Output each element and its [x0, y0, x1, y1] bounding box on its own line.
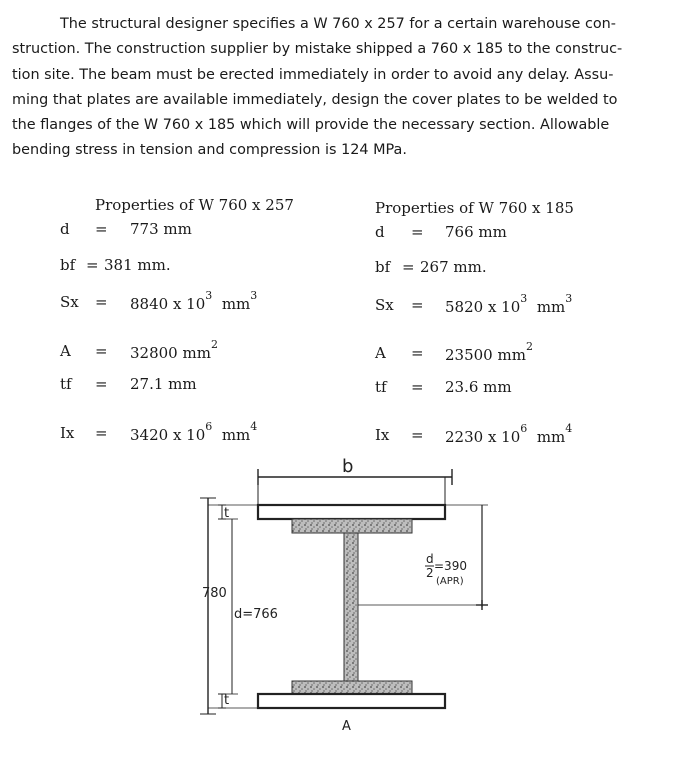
- left-prop-a: [60, 338, 320, 362]
- prop-equals: =: [95, 220, 108, 238]
- prop-symbol: Ix: [60, 424, 75, 442]
- half-depth-value: =390: [434, 559, 467, 573]
- prop-symbol: d: [375, 223, 385, 241]
- problem-statement: [12, 12, 678, 164]
- prop-symbol: A: [375, 344, 386, 362]
- prop-value: 773 mm: [130, 220, 192, 238]
- prop-value: 3420 x 10: [130, 426, 206, 444]
- prop-unit: mm: [536, 428, 566, 446]
- beam-web: [344, 533, 358, 683]
- left-prop-d: [60, 220, 320, 240]
- prop-symbol: tf: [60, 375, 72, 393]
- problem-line: tion site. The beam must be erected immediately in order to avoid any delay. Assu-: [12, 66, 614, 83]
- prop-symbol: A: [60, 342, 71, 360]
- prop-symbol: Sx: [60, 293, 79, 311]
- top-flange: [292, 519, 412, 533]
- prop-symbol: Ix: [375, 426, 390, 444]
- problem-line: the flanges of the W 760 x 185 which will provide the necessary section. Allowable: [12, 117, 610, 134]
- prop-value: 5820 x 10: [445, 298, 521, 316]
- prop-exponent: 6: [205, 420, 213, 433]
- prop-value: 23500 mm: [445, 346, 526, 364]
- prop-value: 27.1 mm: [130, 375, 197, 393]
- left-prop-ix: [60, 420, 320, 444]
- problem-line: ming that plates are available immediately, design the cover plates to be welded to: [12, 91, 618, 108]
- prop-value: 23.6 mm: [445, 378, 512, 396]
- prop-symbol: tf: [375, 378, 387, 396]
- prop-exponent: 2: [210, 338, 218, 351]
- top-thickness-label: t: [224, 506, 230, 521]
- prop-equals: =: [86, 256, 99, 274]
- prop-value: 267 mm.: [420, 258, 487, 276]
- prop-value: 381 mm.: [104, 256, 171, 274]
- prop-equals: =: [95, 375, 108, 393]
- prop-equals: =: [95, 293, 108, 311]
- prop-symbol: bf: [375, 258, 391, 276]
- half-depth-denominator: 2: [426, 566, 434, 580]
- prop-equals: =: [411, 223, 424, 241]
- right-prop-tf: [375, 378, 665, 398]
- prop-equals: =: [411, 296, 424, 314]
- prop-equals: =: [95, 342, 108, 360]
- prop-value: 2230 x 10: [445, 428, 521, 446]
- left-prop-tf: [60, 375, 320, 395]
- prop-value: 32800 mm: [130, 344, 211, 362]
- area-label: A: [342, 719, 351, 734]
- approx-label: (APR): [436, 576, 464, 587]
- prop-unit: mm: [536, 298, 566, 316]
- overall-depth-label: 780: [202, 586, 227, 601]
- prop-equals: =: [411, 426, 424, 444]
- problem-line: struction. The construction supplier by mistake shipped a 760 x 185 to the construc-: [12, 41, 623, 58]
- prop-equals: =: [411, 344, 424, 362]
- bottom-cover-plate: [258, 694, 445, 708]
- problem-line: bending stress in tension and compression is 124 MPa.: [12, 142, 407, 159]
- prop-unit-exponent: 4: [250, 420, 258, 433]
- prop-unit: mm: [221, 426, 251, 444]
- prop-unit-exponent: 3: [250, 289, 258, 302]
- prop-unit-exponent: 4: [565, 422, 573, 435]
- right-prop-bf: [375, 258, 665, 278]
- prop-exponent: 6: [520, 422, 528, 435]
- right-prop-sx: [375, 292, 665, 316]
- right-properties-title: Properties of W 760 x 185: [375, 199, 574, 217]
- prop-exponent: 3: [520, 292, 528, 305]
- prop-unit: mm: [221, 295, 251, 313]
- right-prop-ix: [375, 422, 665, 446]
- left-prop-sx: [60, 289, 320, 313]
- right-prop-a: [375, 340, 665, 364]
- prop-symbol: bf: [60, 256, 76, 274]
- right-prop-d: [375, 223, 665, 243]
- prop-equals: =: [411, 378, 424, 396]
- prop-symbol: d: [60, 220, 70, 238]
- overall-depth-dimension: [200, 498, 258, 714]
- prop-value: 8840 x 10: [130, 295, 206, 313]
- beam-section-diagram: [190, 452, 510, 752]
- half-depth-numerator: d: [426, 552, 434, 566]
- prop-equals: =: [402, 258, 415, 276]
- beam-depth-label: d=766: [234, 607, 278, 622]
- b-dimension: [258, 469, 452, 507]
- prop-value: 766 mm: [445, 223, 507, 241]
- b-label: b: [342, 456, 354, 477]
- prop-exponent: 3: [205, 289, 213, 302]
- bottom-thickness-label: t: [224, 693, 230, 708]
- left-properties-title: Properties of W 760 x 257: [95, 196, 294, 214]
- prop-symbol: Sx: [375, 296, 394, 314]
- problem-line: The structural designer specifies a W 760 x 257 for a certain warehouse con-: [60, 16, 616, 32]
- prop-exponent: 2: [525, 340, 533, 353]
- prop-equals: =: [95, 424, 108, 442]
- prop-unit-exponent: 3: [565, 292, 573, 305]
- bottom-flange: [292, 681, 412, 694]
- top-cover-plate: [258, 505, 445, 519]
- left-prop-bf: [60, 256, 320, 276]
